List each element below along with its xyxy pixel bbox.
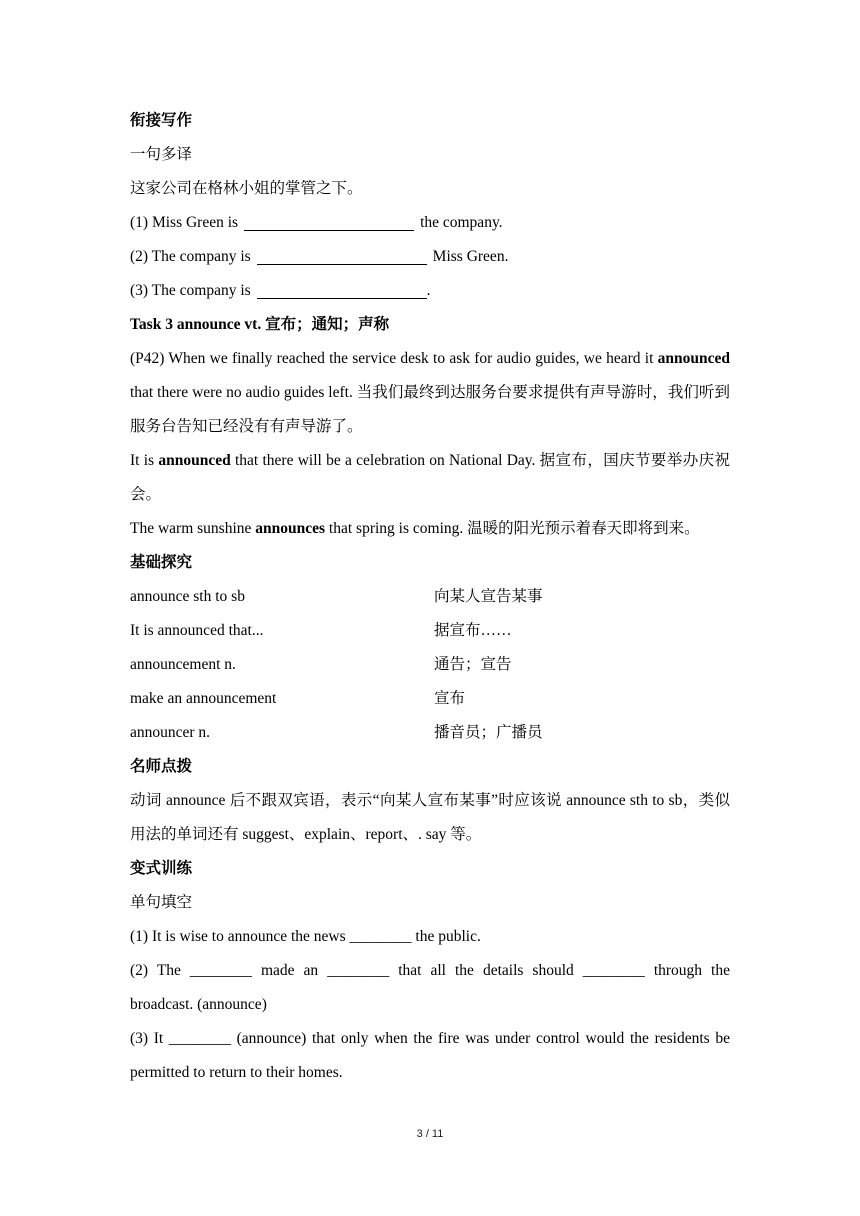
phrase-term: announcement n. (130, 656, 236, 673)
answer-blank[interactable] (257, 280, 427, 299)
item-prefix: (2) The company is (130, 248, 251, 265)
task-title: Task 3 announce vt. 宣布；通知；声称 (130, 316, 390, 333)
practice-question-3: (3) It ________ (announce) that only when the fire was under control would the residents be permitted to return to their homes. (130, 1030, 730, 1081)
phrase-meaning: 向某人宣告某事 (434, 588, 543, 605)
item-suffix: the company. (420, 214, 503, 231)
phrase-term: announce sth to sb (130, 588, 245, 605)
page-content (130, 104, 730, 1090)
example-text: that there were no audio guides left. 当我们最终到达服务台要求提供有声导游时，我们听到服务台告知已经没有有声导游了。 (130, 384, 730, 435)
section-heading-writing: 衔接写作 (130, 112, 193, 129)
phrase-meaning: 据宣布…… (434, 622, 512, 639)
item-prefix: (1) Miss Green is (130, 214, 239, 231)
keyword-bold: announced (158, 452, 231, 469)
phrase-row (130, 716, 730, 750)
phrase-meaning: 通告；宣告 (434, 656, 512, 673)
phrase-meaning: 宣布 (434, 690, 466, 707)
example-text: that spring is coming. 温暖的阳光预示着春天即将到来。 (325, 520, 700, 537)
practice-question-2: (2) The ________ made an ________ that all the details should ________ through the broadcast. (announce) (130, 962, 730, 1013)
translation-item-1 (130, 206, 730, 240)
subheading-multi-translation: 一句多译 (130, 146, 193, 163)
phrase-row (130, 614, 730, 648)
phrase-row (130, 580, 730, 614)
answer-blank[interactable] (257, 246, 427, 265)
translation-item-3 (130, 274, 730, 308)
answer-blank[interactable] (244, 212, 414, 231)
example-text: It is (130, 452, 159, 469)
example-text: (P42) When we finally reached the service desk to ask for audio guides, we heard it (130, 350, 658, 367)
translation-item-2 (130, 240, 730, 274)
practice-question-1: (1) It is wise to announce the news ________ the public. (130, 928, 481, 945)
source-sentence: 这家公司在格林小姐的掌管之下。 (130, 180, 363, 197)
section-heading-practice: 变式训练 (130, 860, 193, 877)
example-paragraph-1 (130, 342, 730, 444)
example-paragraph-2 (130, 444, 730, 512)
keyword-bold: announces (255, 520, 326, 537)
item-suffix: Miss Green. (432, 248, 509, 265)
subheading-fill-in: 单句填空 (130, 894, 193, 911)
keyword-bold: announced (657, 350, 730, 367)
item-prefix: (3) The company is (130, 282, 251, 299)
phrase-term: announcer n. (130, 724, 211, 741)
example-paragraph-3 (130, 512, 730, 546)
section-heading-tips: 名师点拨 (130, 758, 193, 775)
phrase-term: make an announcement (130, 690, 277, 707)
section-heading-basics: 基础探究 (130, 554, 193, 571)
phrase-row (130, 648, 730, 682)
tips-paragraph: 动词 announce 后不跟双宾语，表示“向某人宣布某事”时应该说 announce sth to sb，类似用法的单词还有 suggest、explain、report、. say 等。 (130, 792, 730, 843)
phrase-meaning: 播音员；广播员 (434, 724, 543, 741)
phrase-row (130, 682, 730, 716)
example-text: that there will be a celebration on National Day. 据宣布，国庆节要举办庆祝会。 (130, 452, 730, 503)
item-suffix: . (426, 282, 431, 299)
example-text: The warm sunshine (130, 520, 256, 537)
phrase-term: It is announced that... (130, 622, 264, 639)
page-number: 3 / 11 (416, 1128, 444, 1140)
